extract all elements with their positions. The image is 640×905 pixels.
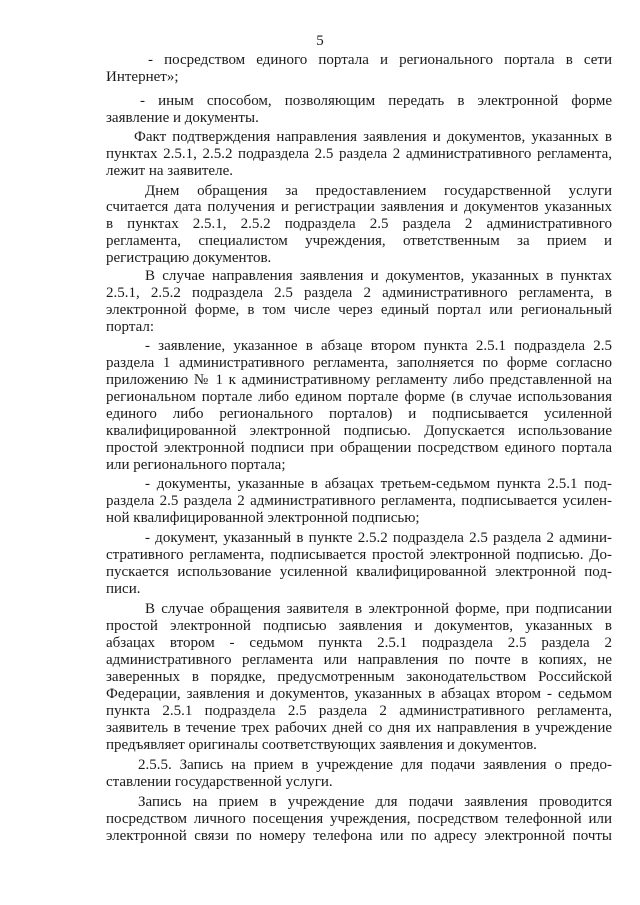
text-line: квалифицированной электронной подписью. Допускается использование xyxy=(106,423,612,439)
text-line: В случае обращения заявителя в электронной форме, при подписании xyxy=(145,601,612,617)
text-line: 2.5.5. Запись на прием в учреждение для подачи заявления о предо- xyxy=(138,757,612,773)
text-line: электронной форме, в том числе через единый портал или региональный xyxy=(106,302,612,318)
text-line: абзацах втором - седьмом пункта 2.5.1 подраздела 2.5 раздела 2 xyxy=(106,635,612,651)
text-line: В случае направления заявления и документов, указанных в пунктах xyxy=(145,268,612,284)
text-line: Федерации, заявления и документов, указанных в абзацах втором - седьмом xyxy=(106,686,612,702)
text-line: - посредством единого портала и регионального портала в сети xyxy=(148,52,612,68)
text-line: раздела 1 административного регламента, заполняется по форме согласно xyxy=(106,355,612,371)
page-number: 5 xyxy=(316,33,324,49)
text-line: регламента, специалистом учреждения, ответственным за прием и xyxy=(106,233,612,249)
text-line: заявление и документы. xyxy=(106,110,259,126)
text-line: пунктах 2.5.1, 2.5.2 подраздела 2.5 раздела 2 административного регламента, xyxy=(106,146,612,162)
text-line: посредством личного посещения учреждения, посредством телефонной или xyxy=(106,811,612,827)
text-line: пункта 2.5.1 подраздела 2.5 раздела 2 административного регламента, xyxy=(106,703,612,719)
text-line: - документ, указанный в пункте 2.5.2 подраздела 2.5 раздела 2 админи- xyxy=(145,530,612,546)
text-line: стративного регламента, подписывается простой электронной подписью. До- xyxy=(106,547,612,563)
text-line: региональном портале либо едином портале форме (в случае использования xyxy=(106,389,612,405)
text-line: считается дата получения и регистрации заявления и документов указанных xyxy=(106,199,612,215)
text-line: писи. xyxy=(106,581,141,597)
text-line: портал: xyxy=(106,319,155,335)
text-line: простой электронной подписи при обращении посредством единого портала xyxy=(106,440,612,456)
text-line: - иным способом, позволяющим передать в электронной форме xyxy=(140,93,612,109)
text-line: ной квалифицированной электронной подписью; xyxy=(106,510,420,526)
text-line: простой электронной подписью заявления и документов, указанных в xyxy=(106,618,612,634)
text-line: единого либо регионального порталов) и подписывается усиленной xyxy=(106,406,612,422)
text-line: - заявление, указанное в абзаце втором пункта 2.5.1 подраздела 2.5 xyxy=(145,338,612,354)
text-line: предъявляет оригиналы соответствующих заявления и документов. xyxy=(106,737,537,753)
text-line: Запись на прием в учреждение для подачи заявления проводится xyxy=(138,794,612,810)
text-line: заверенных в порядке, предусмотренным законодательством Российской xyxy=(106,669,612,685)
text-line: Факт подтверждения направления заявления и документов, указанных в xyxy=(134,129,612,145)
text-line: или регионального портала; xyxy=(106,457,286,473)
text-line: пускается использование усиленной квалифицированной электронной под- xyxy=(106,564,612,580)
text-line: административного регламента или направления по почте в копиях, не xyxy=(106,652,612,668)
text-line: лежит на заявителе. xyxy=(106,163,233,179)
text-line: раздела 2.5 раздела 2 административного регламента, подписывается усилен- xyxy=(106,493,612,509)
text-line: приложению № 1 к административному регламенту либо представленной на xyxy=(106,372,612,388)
text-line: Интернет»; xyxy=(106,69,179,85)
text-line: заявитель в течение трех рабочих дней со дня их направления в учреждение xyxy=(106,720,612,736)
text-line: регистрацию документов. xyxy=(106,250,272,266)
text-line: - документы, указанные в абзацах третьем-седьмом пункта 2.5.1 под- xyxy=(145,476,612,492)
text-line: Днем обращения за предоставлением государственной услуги xyxy=(145,183,612,199)
text-line: электронной связи по номеру телефона или по адресу электронной почты xyxy=(106,828,612,844)
text-line: в пунктах 2.5.1, 2.5.2 подраздела 2.5 раздела 2 административного xyxy=(106,216,612,232)
text-line: ставлении государственной услуги. xyxy=(106,774,333,790)
text-line: 2.5.1, 2.5.2 подраздела 2.5 раздела 2 административного регламента, в xyxy=(106,285,612,301)
